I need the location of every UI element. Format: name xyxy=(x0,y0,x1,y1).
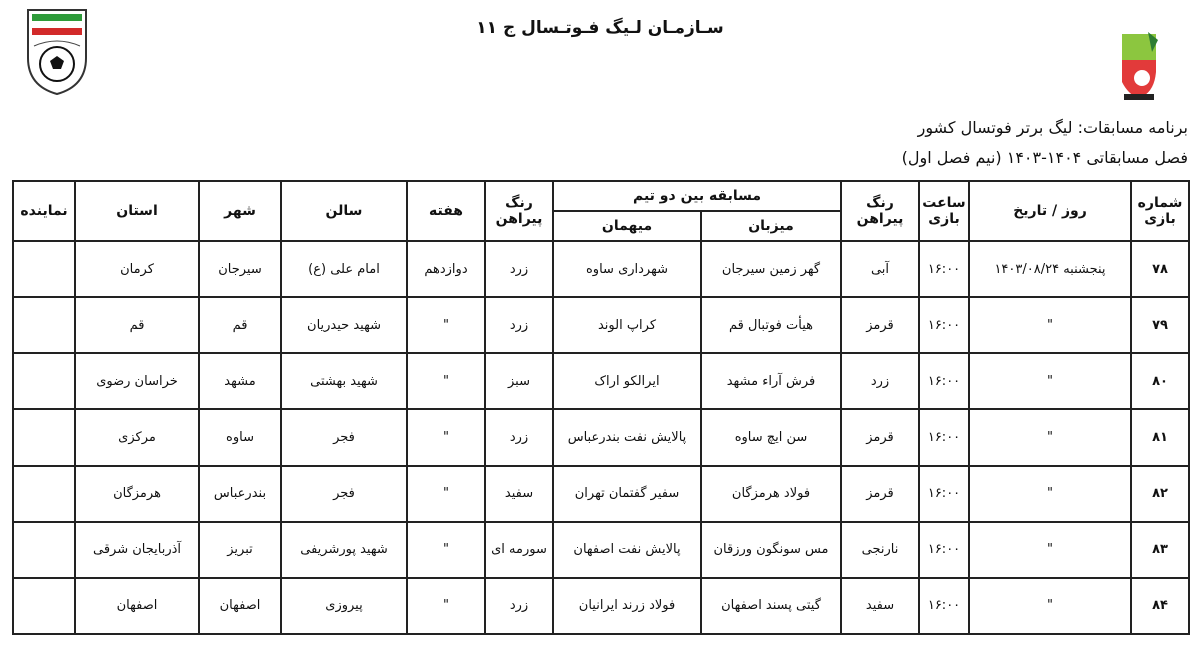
host-shirt-cell: قرمز xyxy=(841,466,919,522)
header-guest-shirt: رنگ پیراهن xyxy=(485,181,553,241)
representative-cell xyxy=(13,409,75,465)
host-team-cell: فرش آراء مشهد xyxy=(701,353,841,409)
guest-team-cell: ایرالکو اراک xyxy=(553,353,701,409)
header-host-shirt: رنگ پیراهن xyxy=(841,181,919,241)
venue-cell: پیروزی xyxy=(281,578,407,634)
page-title: سـازمـان لـیگ فـوتـسال ج ۱۱ xyxy=(476,18,724,38)
guest-shirt-cell: زرد xyxy=(485,409,553,465)
competition-name: برنامه مسابقات: لیگ برتر فوتسال کشور xyxy=(917,118,1188,137)
venue-cell: شهید بهشتی xyxy=(281,353,407,409)
time-cell: ۱۶:۰۰ xyxy=(919,297,969,353)
city-cell: سیرجان xyxy=(199,241,281,297)
guest-team-cell: سفیر گفتمان تهران xyxy=(553,466,701,522)
header-time: ساعت بازی xyxy=(919,181,969,241)
guest-shirt-cell: سبز xyxy=(485,353,553,409)
table-row xyxy=(13,353,1189,409)
week-cell: " xyxy=(407,353,485,409)
province-cell: قم xyxy=(75,297,199,353)
city-cell: قم xyxy=(199,297,281,353)
futsal-league-iran-logo xyxy=(1108,12,1170,108)
host-shirt-cell: قرمز xyxy=(841,297,919,353)
representative-cell xyxy=(13,241,75,297)
game-number-cell: ۸۲ xyxy=(1131,466,1189,522)
representative-cell xyxy=(13,578,75,634)
week-cell: " xyxy=(407,466,485,522)
date-cell: " xyxy=(969,578,1131,634)
host-team-cell: گهر زمین سیرجان xyxy=(701,241,841,297)
game-number-cell: ۷۸ xyxy=(1131,241,1189,297)
province-cell: هرمزگان xyxy=(75,466,199,522)
table-row xyxy=(13,578,1189,634)
venue-cell: فجر xyxy=(281,409,407,465)
city-cell: بندرعباس xyxy=(199,466,281,522)
week-cell: " xyxy=(407,297,485,353)
time-cell: ۱۶:۰۰ xyxy=(919,409,969,465)
province-cell: خراسان رضوی xyxy=(75,353,199,409)
game-number-cell: ۸۴ xyxy=(1131,578,1189,634)
table-row xyxy=(13,522,1189,578)
header-host: میزبان xyxy=(701,211,841,241)
time-cell: ۱۶:۰۰ xyxy=(919,241,969,297)
city-cell: تبریز xyxy=(199,522,281,578)
date-cell: " xyxy=(969,466,1131,522)
header-game-number: شماره بازی xyxy=(1131,181,1189,241)
date-cell: " xyxy=(969,522,1131,578)
guest-shirt-cell: زرد xyxy=(485,578,553,634)
host-team-cell: گیتی پسند اصفهان xyxy=(701,578,841,634)
province-cell: آذربایجان شرقی xyxy=(75,522,199,578)
venue-cell: شهید حیدریان xyxy=(281,297,407,353)
venue-cell: فجر xyxy=(281,466,407,522)
table-row xyxy=(13,409,1189,465)
city-cell: ساوه xyxy=(199,409,281,465)
time-cell: ۱۶:۰۰ xyxy=(919,578,969,634)
guest-shirt-cell: سفید xyxy=(485,466,553,522)
guest-team-cell: کراپ الوند xyxy=(553,297,701,353)
province-cell: کرمان xyxy=(75,241,199,297)
header-guest: میهمان xyxy=(553,211,701,241)
host-team-cell: مس سونگون ورزقان xyxy=(701,522,841,578)
schedule-table xyxy=(12,180,1190,635)
week-cell: " xyxy=(407,409,485,465)
city-cell: اصفهان xyxy=(199,578,281,634)
header-venue: سالن xyxy=(281,181,407,241)
game-number-cell: ۸۱ xyxy=(1131,409,1189,465)
representative-cell xyxy=(13,297,75,353)
guest-team-cell: فولاد زرند ایرانیان xyxy=(553,578,701,634)
venue-cell: شهید پورشریفی xyxy=(281,522,407,578)
province-cell: مرکزی xyxy=(75,409,199,465)
time-cell: ۱۶:۰۰ xyxy=(919,522,969,578)
city-cell: مشهد xyxy=(199,353,281,409)
header-week: هفته xyxy=(407,181,485,241)
game-number-cell: ۸۰ xyxy=(1131,353,1189,409)
table-row xyxy=(13,297,1189,353)
header-representative: نماینده xyxy=(13,181,75,241)
guest-shirt-cell: زرد xyxy=(485,241,553,297)
week-cell: " xyxy=(407,578,485,634)
header-match: مسابقه بین دو تیم xyxy=(553,181,841,211)
host-shirt-cell: نارنجی xyxy=(841,522,919,578)
guest-team-cell: شهرداری ساوه xyxy=(553,241,701,297)
federation-emblem-icon xyxy=(24,6,90,96)
host-shirt-cell: سفید xyxy=(841,578,919,634)
game-number-cell: ۷۹ xyxy=(1131,297,1189,353)
host-team-cell: سن ایچ ساوه xyxy=(701,409,841,465)
time-cell: ۱۶:۰۰ xyxy=(919,466,969,522)
week-cell: دوازدهم xyxy=(407,241,485,297)
guest-shirt-cell: سورمه ای xyxy=(485,522,553,578)
game-number-cell: ۸۳ xyxy=(1131,522,1189,578)
date-cell: " xyxy=(969,353,1131,409)
province-cell: اصفهان xyxy=(75,578,199,634)
date-cell: " xyxy=(969,297,1131,353)
header-province: استان xyxy=(75,181,199,241)
time-cell: ۱۶:۰۰ xyxy=(919,353,969,409)
table-row xyxy=(13,241,1189,297)
season-info: فصل مسابقاتی ۱۴۰۴-۱۴۰۳ (نیم فصل اول) xyxy=(901,148,1188,167)
host-team-cell: فولاد هرمزگان xyxy=(701,466,841,522)
date-cell: " xyxy=(969,409,1131,465)
venue-cell: امام علی (ع) xyxy=(281,241,407,297)
date-cell: پنجشنبه ۱۴۰۳/۰۸/۲۴ xyxy=(969,241,1131,297)
header-date: روز / تاریخ xyxy=(969,181,1131,241)
host-shirt-cell: زرد xyxy=(841,353,919,409)
representative-cell xyxy=(13,522,75,578)
table-row xyxy=(13,466,1189,522)
representative-cell xyxy=(13,353,75,409)
header-city: شهر xyxy=(199,181,281,241)
guest-shirt-cell: زرد xyxy=(485,297,553,353)
host-team-cell: هیأت فوتبال قم xyxy=(701,297,841,353)
week-cell: " xyxy=(407,522,485,578)
guest-team-cell: پالایش نفت اصفهان xyxy=(553,522,701,578)
host-shirt-cell: قرمز xyxy=(841,409,919,465)
representative-cell xyxy=(13,466,75,522)
guest-team-cell: پالایش نفت بندرعباس xyxy=(553,409,701,465)
host-shirt-cell: آبی xyxy=(841,241,919,297)
